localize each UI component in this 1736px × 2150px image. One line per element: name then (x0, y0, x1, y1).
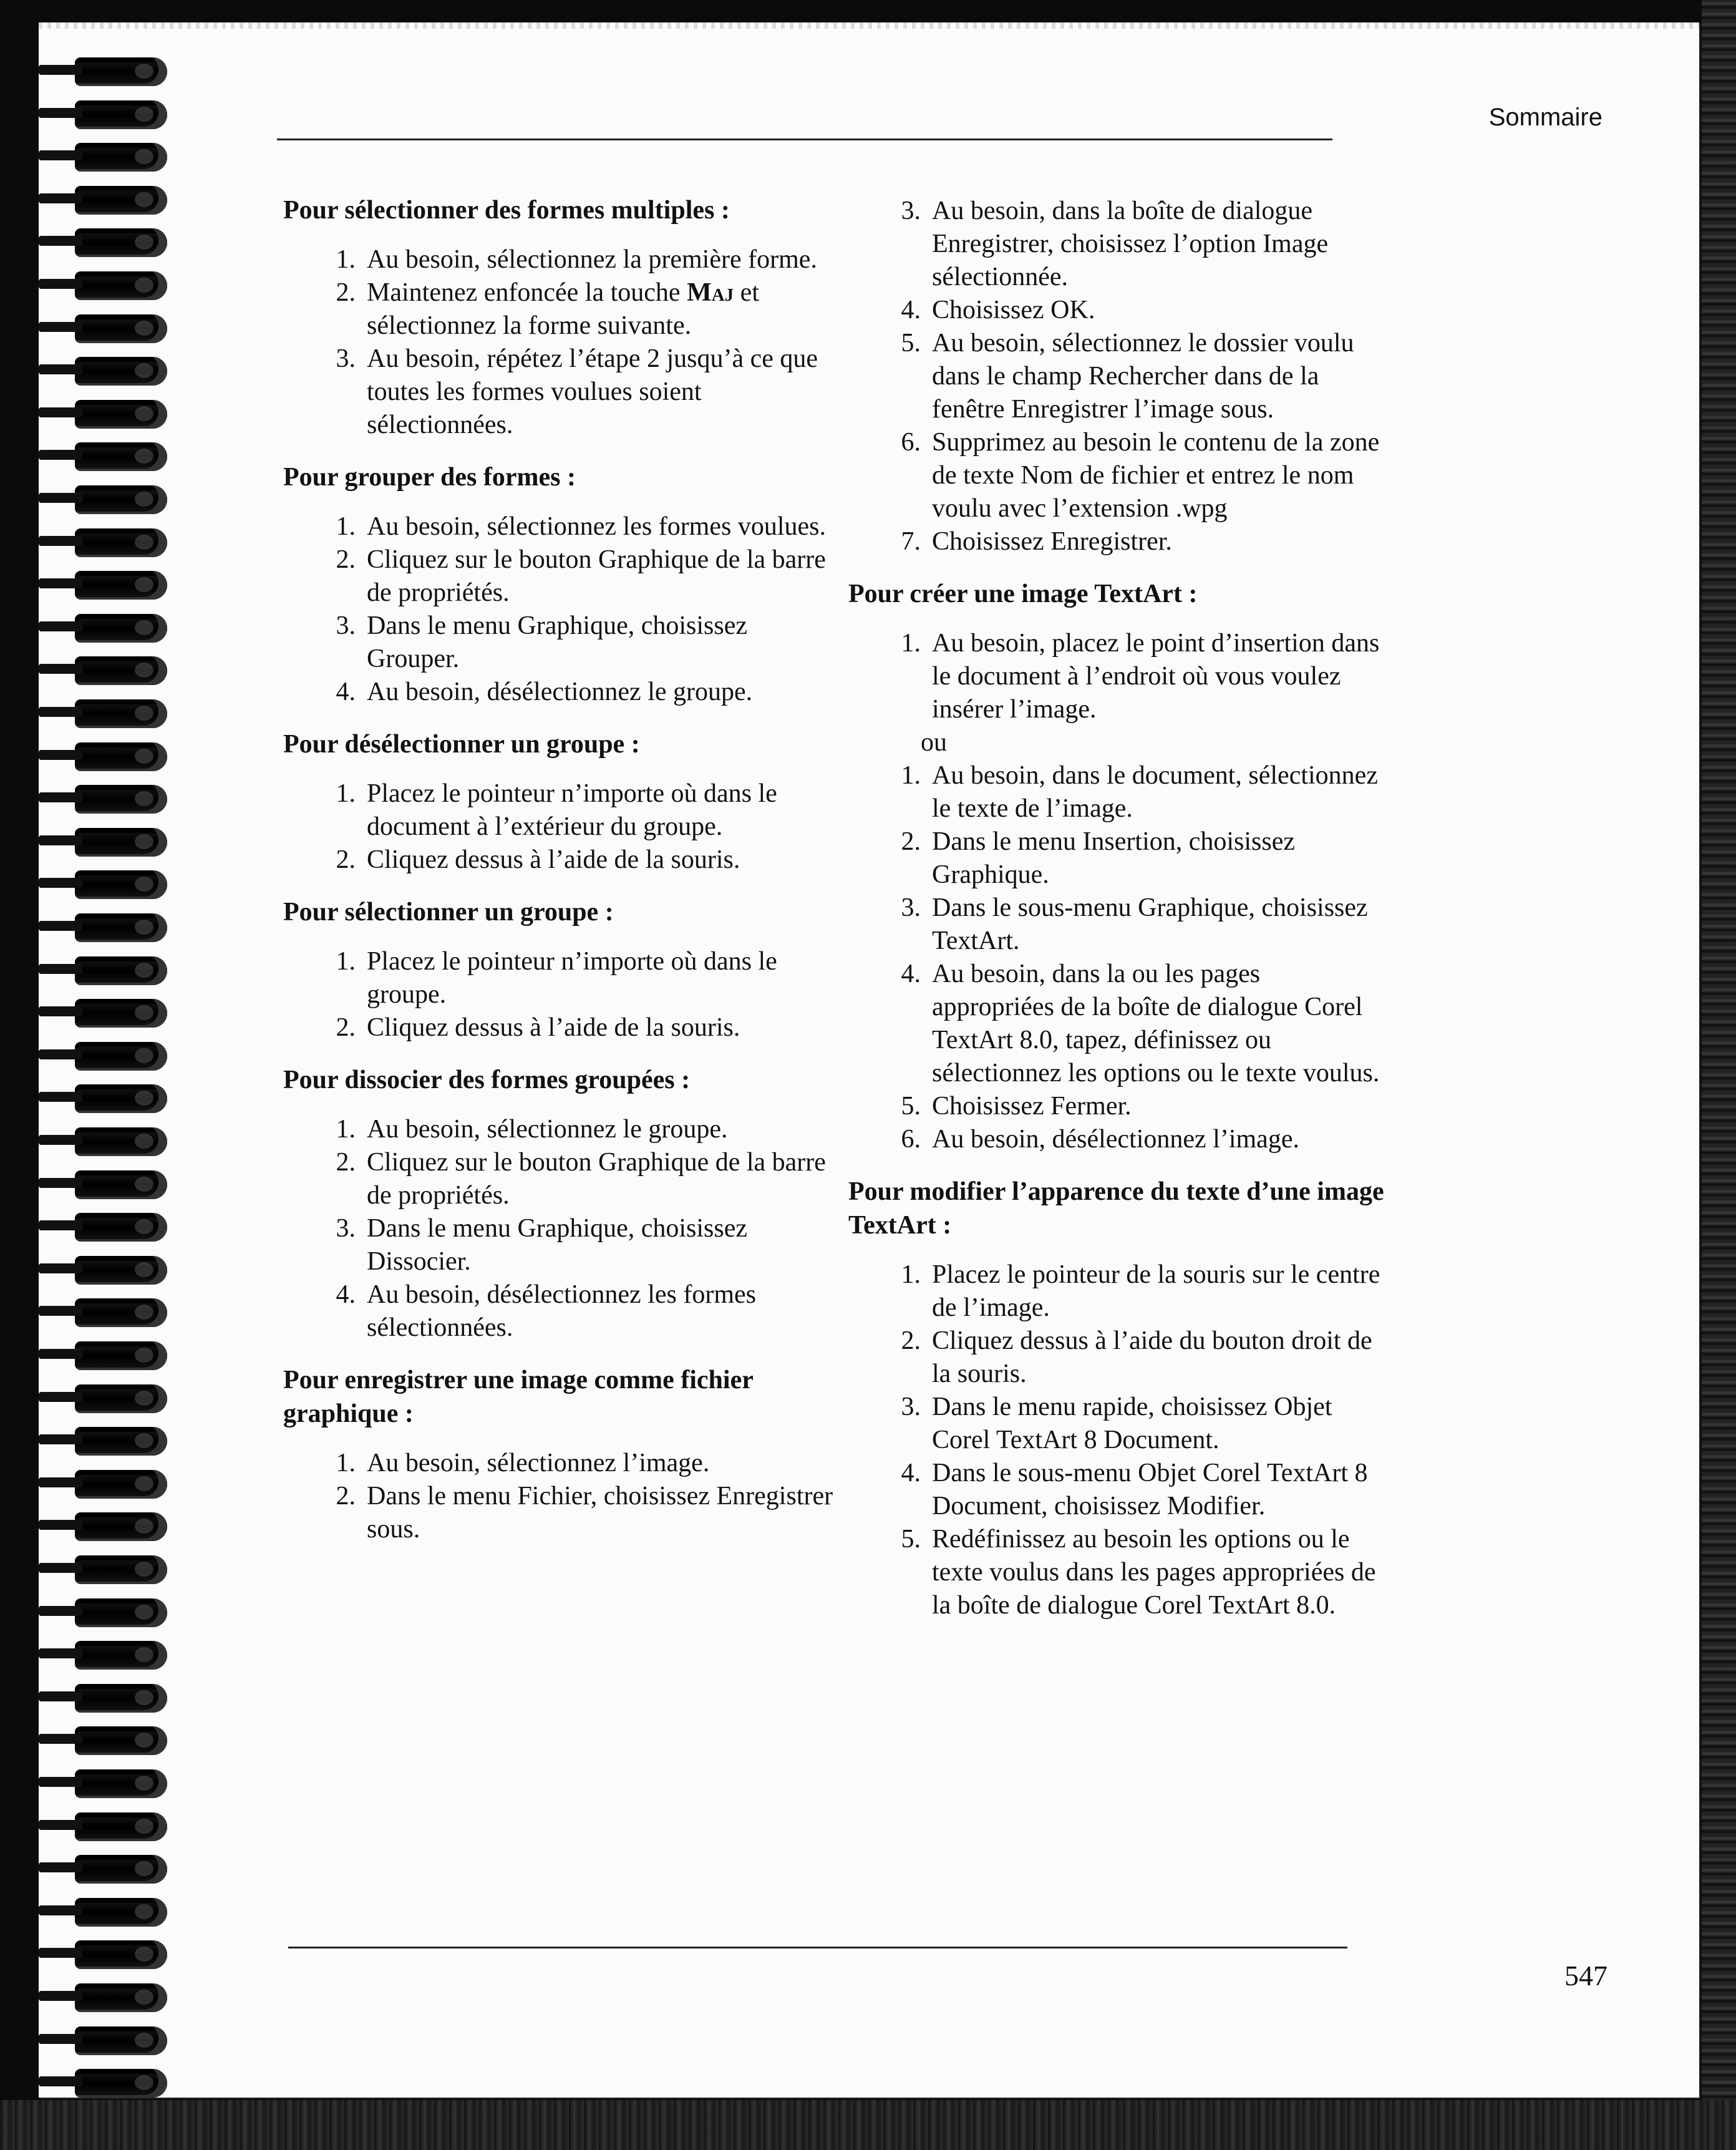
binding-coil (75, 1427, 167, 1456)
list-item (848, 958, 1385, 1090)
section-title: Pour sélectionner un groupe : (283, 898, 614, 927)
step-text (367, 276, 845, 343)
step-number: 5. (901, 1525, 921, 1554)
binding-coil (75, 1812, 167, 1841)
binding-coil (75, 742, 167, 771)
scan-edge-bottom (0, 2100, 1736, 2150)
binding-coil (75, 400, 167, 429)
step-number: 4. (336, 678, 356, 706)
list-item (848, 759, 1385, 825)
step-number: 3. (901, 1393, 921, 1421)
binding-coil (75, 1855, 167, 1884)
step-number: 2. (336, 1482, 356, 1510)
section-modify-textart (848, 1175, 1385, 1622)
list-item (848, 1391, 1385, 1457)
list-item (283, 1011, 845, 1044)
list-item (283, 844, 845, 877)
step-number: 7. (901, 527, 921, 556)
step-number: 4. (336, 1280, 356, 1309)
step-number: 6. (901, 1125, 921, 1154)
step-number: 3. (901, 197, 921, 225)
step-number: 1. (336, 1115, 356, 1144)
page-number: 547 (1564, 1960, 1607, 1992)
section-create-textart (848, 577, 1385, 1156)
binding-coil (75, 271, 167, 300)
list-item (283, 945, 845, 1011)
step-text: Au besoin, sélectionnez les formes voulues. (367, 512, 826, 541)
step-text: Au besoin, dans le document, sélectionnez le texte de l’image. (932, 761, 1378, 823)
section-title: Pour créer une image TextArt : (848, 580, 1198, 608)
step-number: 5. (901, 1092, 921, 1121)
list-item (848, 327, 1385, 426)
step-number: 4. (901, 296, 921, 324)
binding-coil (75, 956, 167, 985)
step-number: 2. (336, 845, 356, 874)
section-select-multiple (283, 193, 845, 442)
step-number: 2. (336, 545, 356, 574)
list-item (283, 777, 845, 844)
alternative-or-label: ou (921, 728, 947, 757)
step-number: 3. (901, 893, 921, 922)
step-text: Au besoin, désélectionnez les formes sélectionnées. (367, 1280, 756, 1342)
binding-coil (75, 1213, 167, 1242)
binding-coil (75, 870, 167, 899)
list-item (848, 825, 1385, 892)
step-number: 3. (336, 344, 356, 373)
step-text: Dans le menu Graphique, choisissez Grouper. (367, 611, 748, 673)
list-item (848, 892, 1385, 958)
step-text: Cliquez dessus à l’aide de la souris. (367, 845, 740, 874)
binding-coil (75, 1598, 167, 1627)
binding-coil (75, 143, 167, 172)
list-item (283, 1212, 845, 1278)
binding-coil (75, 828, 167, 857)
step-text: Dans le sous-menu Objet Corel TextArt 8 Document, choisissez Modifier. (932, 1459, 1368, 1520)
step-number: 6. (901, 428, 921, 457)
step-text: Au besoin, sélectionnez la première forme. (367, 245, 817, 274)
step-text: Au besoin, répétez l’étape 2 jusqu’à ce que toutes les formes voulues soient sélectionnées. (367, 344, 818, 439)
list-item (283, 1113, 845, 1146)
binding-coil (75, 186, 167, 215)
binding-coil (75, 1084, 167, 1113)
list-item (848, 1457, 1385, 1523)
step-number: 1. (336, 947, 356, 976)
step-text: Dans le menu Fichier, choisissez Enregistrer sous. (367, 1482, 833, 1544)
step-number: 2. (336, 1013, 356, 1042)
step-text: Choisissez Fermer. (932, 1092, 1132, 1121)
binding-coil (75, 57, 167, 86)
step-number: 2. (901, 1326, 921, 1355)
step-text-before: Maintenez enfoncée la touche (367, 278, 687, 307)
spiral-binding (39, 45, 182, 2104)
list-item (848, 525, 1385, 558)
section-title: Pour dissocier des formes groupées : (283, 1066, 691, 1094)
step-number: 3. (336, 1214, 356, 1243)
step-number: 5. (901, 329, 921, 358)
section-group-shapes (283, 460, 845, 709)
list-item (283, 1278, 845, 1345)
list-item (283, 676, 845, 709)
binding-coil (75, 1641, 167, 1670)
page-header-title: Sommaire (1488, 104, 1603, 131)
step-text: Dans le menu Graphique, choisissez Dissocier. (367, 1214, 748, 1276)
binding-coil (75, 785, 167, 814)
step-text: Cliquez sur le bouton Graphique de la barre de propriétés. (367, 545, 826, 607)
binding-coil (75, 614, 167, 643)
right-column (848, 195, 1385, 1641)
binding-coil (75, 1042, 167, 1071)
binding-coil (75, 100, 167, 129)
binding-coil (75, 228, 167, 257)
list-item (283, 1447, 845, 1480)
step-number: 2. (901, 827, 921, 856)
scan-artifact-line (39, 22, 1699, 29)
left-column (283, 193, 845, 1565)
step-text: Au besoin, dans la ou les pages appropriées de la boîte de dialogue Corel TextArt 8.0, tapez, définissez ou sélectionnez les options ou le texte voulus. (932, 960, 1380, 1087)
step-text: Cliquez dessus à l’aide de la souris. (367, 1013, 740, 1042)
step-text: Placez le pointeur de la souris sur le centre de l’image. (932, 1260, 1380, 1322)
list-item (848, 1123, 1385, 1156)
list-item (283, 610, 845, 676)
section-deselect-group (283, 727, 845, 877)
binding-coil (75, 1983, 167, 2012)
step-number: 1. (901, 1260, 921, 1289)
binding-coil (75, 1256, 167, 1285)
step-text: Au besoin, sélectionnez l’image. (367, 1449, 710, 1477)
binding-coil (75, 571, 167, 600)
binding-coil (75, 1726, 167, 1755)
section-save-image-continued (848, 195, 1385, 558)
list-item (283, 1480, 845, 1546)
binding-coil (75, 999, 167, 1028)
section-select-group (283, 895, 845, 1044)
list-item (283, 276, 845, 343)
step-number: 1. (336, 779, 356, 808)
section-save-image (283, 1363, 845, 1546)
scan-edge-right (1702, 0, 1736, 2150)
step-number: 2. (336, 278, 356, 307)
step-number: 1. (336, 512, 356, 541)
binding-coil (75, 1127, 167, 1156)
step-text: Choisissez OK. (932, 296, 1095, 324)
list-item (848, 1090, 1385, 1123)
header-rule (277, 139, 1332, 140)
footer-rule (288, 1947, 1347, 1948)
binding-coil (75, 357, 167, 386)
step-text: Dans le sous-menu Graphique, choisissez TextArt. (932, 893, 1368, 955)
binding-coil (75, 2026, 167, 2055)
binding-coil (75, 1341, 167, 1370)
step-text: Au besoin, sélectionnez le groupe. (367, 1115, 728, 1144)
section-title: Pour grouper des formes : (283, 463, 576, 492)
step-text: Dans le menu rapide, choisissez Objet Corel TextArt 8 Document. (932, 1393, 1332, 1454)
section-title: Pour sélectionner des formes multiples : (283, 196, 730, 225)
binding-coil (75, 1298, 167, 1327)
binding-coil (75, 656, 167, 685)
list-item (848, 294, 1385, 327)
step-text: Au besoin, désélectionnez le groupe. (367, 678, 753, 706)
list-item (283, 1146, 845, 1212)
binding-coil (75, 485, 167, 514)
list-item (283, 510, 845, 543)
binding-coil (75, 2069, 167, 2098)
step-number: 2. (336, 1148, 356, 1177)
step-text-after: et sélectionnez la forme suivante. (367, 278, 759, 340)
list-item (283, 343, 845, 442)
binding-coil (75, 442, 167, 471)
binding-coil (75, 1898, 167, 1927)
binding-coil (75, 528, 167, 557)
section-ungroup-shapes (283, 1063, 845, 1345)
step-text: Au besoin, désélectionnez l’image. (932, 1125, 1299, 1154)
step-text: Au besoin, sélectionnez le dossier voulu dans le champ Rechercher dans de la fenêtre Enregistrer l’image sous. (932, 329, 1354, 424)
step-number: 1. (336, 245, 356, 274)
list-item (848, 1258, 1385, 1325)
step-number: 1. (901, 761, 921, 790)
step-text: Cliquez dessus à l’aide du bouton droit de la souris. (932, 1326, 1372, 1388)
binding-coil (75, 1769, 167, 1798)
step-number: 4. (901, 960, 921, 988)
key-name: Maj (687, 278, 734, 307)
step-number: 1. (336, 1449, 356, 1477)
section-title: Pour enregistrer une image comme fichier graphique : (283, 1366, 754, 1428)
binding-coil (75, 1684, 167, 1713)
list-item (848, 426, 1385, 525)
section-title: Pour modifier l’apparence du texte d’une image TextArt : (848, 1177, 1384, 1240)
step-text: Supprimez au besoin le contenu de la zone de texte Nom de fichier et entrez le nom voulu avec l’extension .wpg (932, 428, 1380, 523)
binding-coil (75, 1555, 167, 1584)
binding-coil (75, 314, 167, 343)
list-item (848, 627, 1385, 726)
step-text: Placez le pointeur n’importe où dans le document à l’extérieur du groupe. (367, 779, 777, 841)
step-number: 1. (901, 629, 921, 658)
step-text: Dans le menu Insertion, choisissez Graphique. (932, 827, 1296, 889)
binding-coil (75, 1384, 167, 1413)
step-text: Cliquez sur le bouton Graphique de la barre de propriétés. (367, 1148, 826, 1210)
list-item (283, 543, 845, 610)
binding-coil (75, 1470, 167, 1499)
binding-coil (75, 1512, 167, 1541)
list-item (848, 1523, 1385, 1622)
binding-coil (75, 699, 167, 728)
step-text: Au besoin, placez le point d’insertion dans le document à l’endroit où vous voulez insérer l’image. (932, 629, 1380, 724)
step-text: Au besoin, dans la boîte de dialogue Enregistrer, choisissez l’option Image sélectionnée. (932, 197, 1329, 291)
list-item (848, 1325, 1385, 1391)
step-number: 4. (901, 1459, 921, 1487)
section-title: Pour désélectionner un groupe : (283, 730, 640, 759)
binding-coil (75, 1170, 167, 1199)
list-item (848, 195, 1385, 294)
binding-coil (75, 913, 167, 942)
step-text: Placez le pointeur n’importe où dans le groupe. (367, 947, 777, 1009)
step-text: Choisissez Enregistrer. (932, 527, 1172, 556)
step-number: 3. (336, 611, 356, 640)
list-item (283, 243, 845, 276)
step-text: Redéfinissez au besoin les options ou le texte voulus dans les pages appropriées de la boîte de dialogue Corel TextArt 8.0. (932, 1525, 1376, 1620)
binding-coil (75, 1940, 167, 1969)
